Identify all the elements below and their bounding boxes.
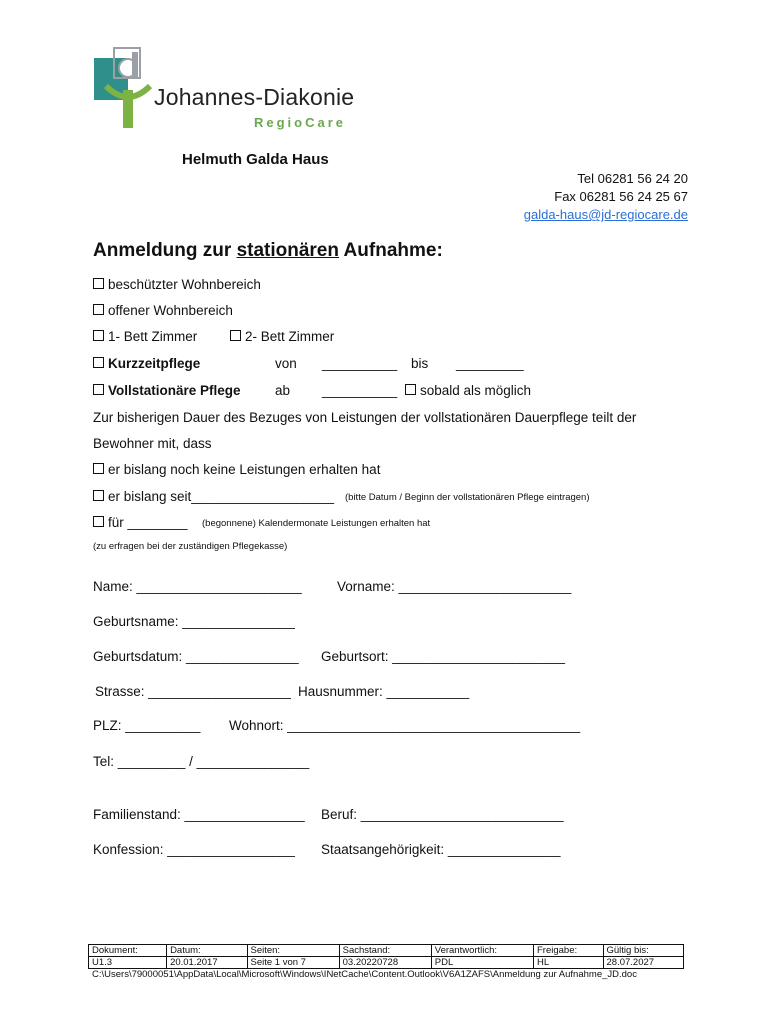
footer-header-cell: Freigabe: (533, 945, 603, 957)
checkbox[interactable] (93, 330, 104, 341)
since-note: (bitte Datum / Beginn der vollstationären Pflege eintragen) (345, 492, 590, 503)
checkbox[interactable] (405, 384, 416, 395)
staatsangehoerigkeit-field[interactable]: Staatsangehörigkeit: _______________ (321, 842, 561, 857)
page-title (93, 240, 443, 262)
logo-subtitle: RegioCare (254, 115, 347, 130)
option-double-room[interactable] (230, 329, 334, 344)
title-pre: Anmeldung zur (93, 240, 237, 261)
footer-header-cell: Seiten: (247, 945, 339, 957)
logo-mark-icon (92, 46, 162, 130)
checkbox[interactable] (93, 490, 104, 501)
paragraph-line-1: Zur bisherigen Dauer des Bezuges von Leistungen der vollstationären Dauerpflege teilt der (93, 410, 637, 425)
document-footer-table (88, 944, 684, 969)
logo-name: Johannes-Diakonie (154, 84, 355, 110)
footer-header-cell: Gültig bis: (603, 945, 684, 957)
option-label: 2- Bett Zimmer (245, 329, 335, 344)
checkbox[interactable] (93, 278, 104, 289)
field-von[interactable]: __________ (322, 356, 398, 371)
footer-value-cell: 03.20220728 (339, 957, 431, 969)
geburtsdatum-field[interactable]: Geburtsdatum: _______________ (93, 649, 299, 664)
wohnort-field[interactable]: Wohnort: _______________________________________ (229, 718, 581, 733)
footer-value-cell: Seite 1 von 7 (247, 957, 339, 969)
footer-value-cell: 20.01.2017 (167, 957, 247, 969)
geburtsname-field[interactable]: Geburtsname: _______________ (93, 614, 295, 629)
contact-tel: Tel 06281 56 24 20 (577, 171, 688, 186)
tel-field[interactable]: Tel: _________ / _______________ (93, 754, 310, 769)
title-post: Aufnahme: (338, 240, 443, 261)
label-ab: ab (275, 383, 291, 398)
familienstand-field[interactable]: Familienstand: ________________ (93, 807, 305, 822)
strasse-field[interactable]: Strasse: ___________________ (95, 684, 291, 699)
checkbox[interactable] (93, 357, 104, 368)
insurance-note: (zu erfragen bei der zuständigen Pflegekasse) (93, 541, 288, 552)
geburtsort-field[interactable]: Geburtsort: _______________________ (321, 649, 565, 664)
option-open-area[interactable] (93, 303, 233, 318)
title-underlined: stationären (236, 240, 339, 261)
footer-value-cell: HL (533, 957, 603, 969)
footer-value-cell: U1.3 (89, 957, 167, 969)
label-von: von (275, 356, 297, 371)
for-note: (begonnene) Kalendermonate Leistungen erhalten hat (202, 518, 431, 529)
option-asap[interactable] (405, 383, 531, 398)
option-short-care[interactable] (93, 356, 200, 371)
checkbox[interactable] (93, 304, 104, 315)
field-bis[interactable]: _________ (456, 356, 524, 371)
option-label: beschützter Wohnbereich (108, 277, 261, 292)
label-bis: bis (411, 356, 429, 371)
contact-email-link[interactable]: galda-haus@jd-regiocare.de (523, 207, 688, 222)
option-benefits-since[interactable] (93, 489, 334, 504)
file-path: C:\Users\79000051\AppData\Local\Microsoft\Windows\INetCache\Content.Outlook\V6A1ZAFS\Anmeldung zur Aufnahme_JD.doc (92, 969, 637, 980)
checkbox[interactable] (93, 463, 104, 474)
footer-header-row (89, 945, 684, 957)
footer-value-cell: PDL (431, 957, 533, 969)
konfession-field[interactable]: Konfession: _________________ (93, 842, 295, 857)
option-full-care[interactable] (93, 383, 241, 398)
hausnummer-field[interactable]: Hausnummer: ___________ (298, 684, 470, 699)
option-label: er bislang noch keine Leistungen erhalten hat (108, 462, 381, 477)
checkbox[interactable] (230, 330, 241, 341)
option-label: er bislang seit___________________ (108, 489, 334, 504)
footer-header-cell: Datum: (167, 945, 247, 957)
field-ab[interactable]: __________ (322, 383, 398, 398)
footer-header-cell: Verantwortlich: (431, 945, 533, 957)
footer-value-cell: 28.07.2027 (603, 957, 684, 969)
option-label: sobald als möglich (420, 383, 532, 398)
beruf-field[interactable]: Beruf: ___________________________ (321, 807, 564, 822)
checkbox[interactable] (93, 516, 104, 527)
option-no-benefits[interactable] (93, 462, 380, 477)
option-label: Kurzzeitpflege (108, 356, 201, 371)
name-field[interactable]: Name: ______________________ (93, 579, 302, 594)
checkbox[interactable] (93, 384, 104, 395)
option-single-room[interactable] (93, 329, 197, 344)
option-label: Vollstationäre Pflege (108, 383, 241, 398)
option-label: für ________ (108, 515, 188, 530)
option-label: offener Wohnbereich (108, 303, 233, 318)
option-protected-area[interactable] (93, 277, 261, 292)
footer-value-row (89, 957, 684, 969)
vorname-field[interactable]: Vorname: _______________________ (337, 579, 572, 594)
option-label: 1- Bett Zimmer (108, 329, 198, 344)
footer-header-cell: Sachstand: (339, 945, 431, 957)
organization-logo (92, 44, 362, 134)
paragraph-line-2: Bewohner mit, dass (93, 436, 212, 451)
footer-header-cell: Dokument: (89, 945, 167, 957)
contact-fax: Fax 06281 56 24 25 67 (554, 189, 688, 204)
plz-field[interactable]: PLZ: __________ (93, 718, 201, 733)
option-benefits-for[interactable] (93, 515, 188, 530)
house-name: Helmuth Galda Haus (182, 151, 329, 168)
